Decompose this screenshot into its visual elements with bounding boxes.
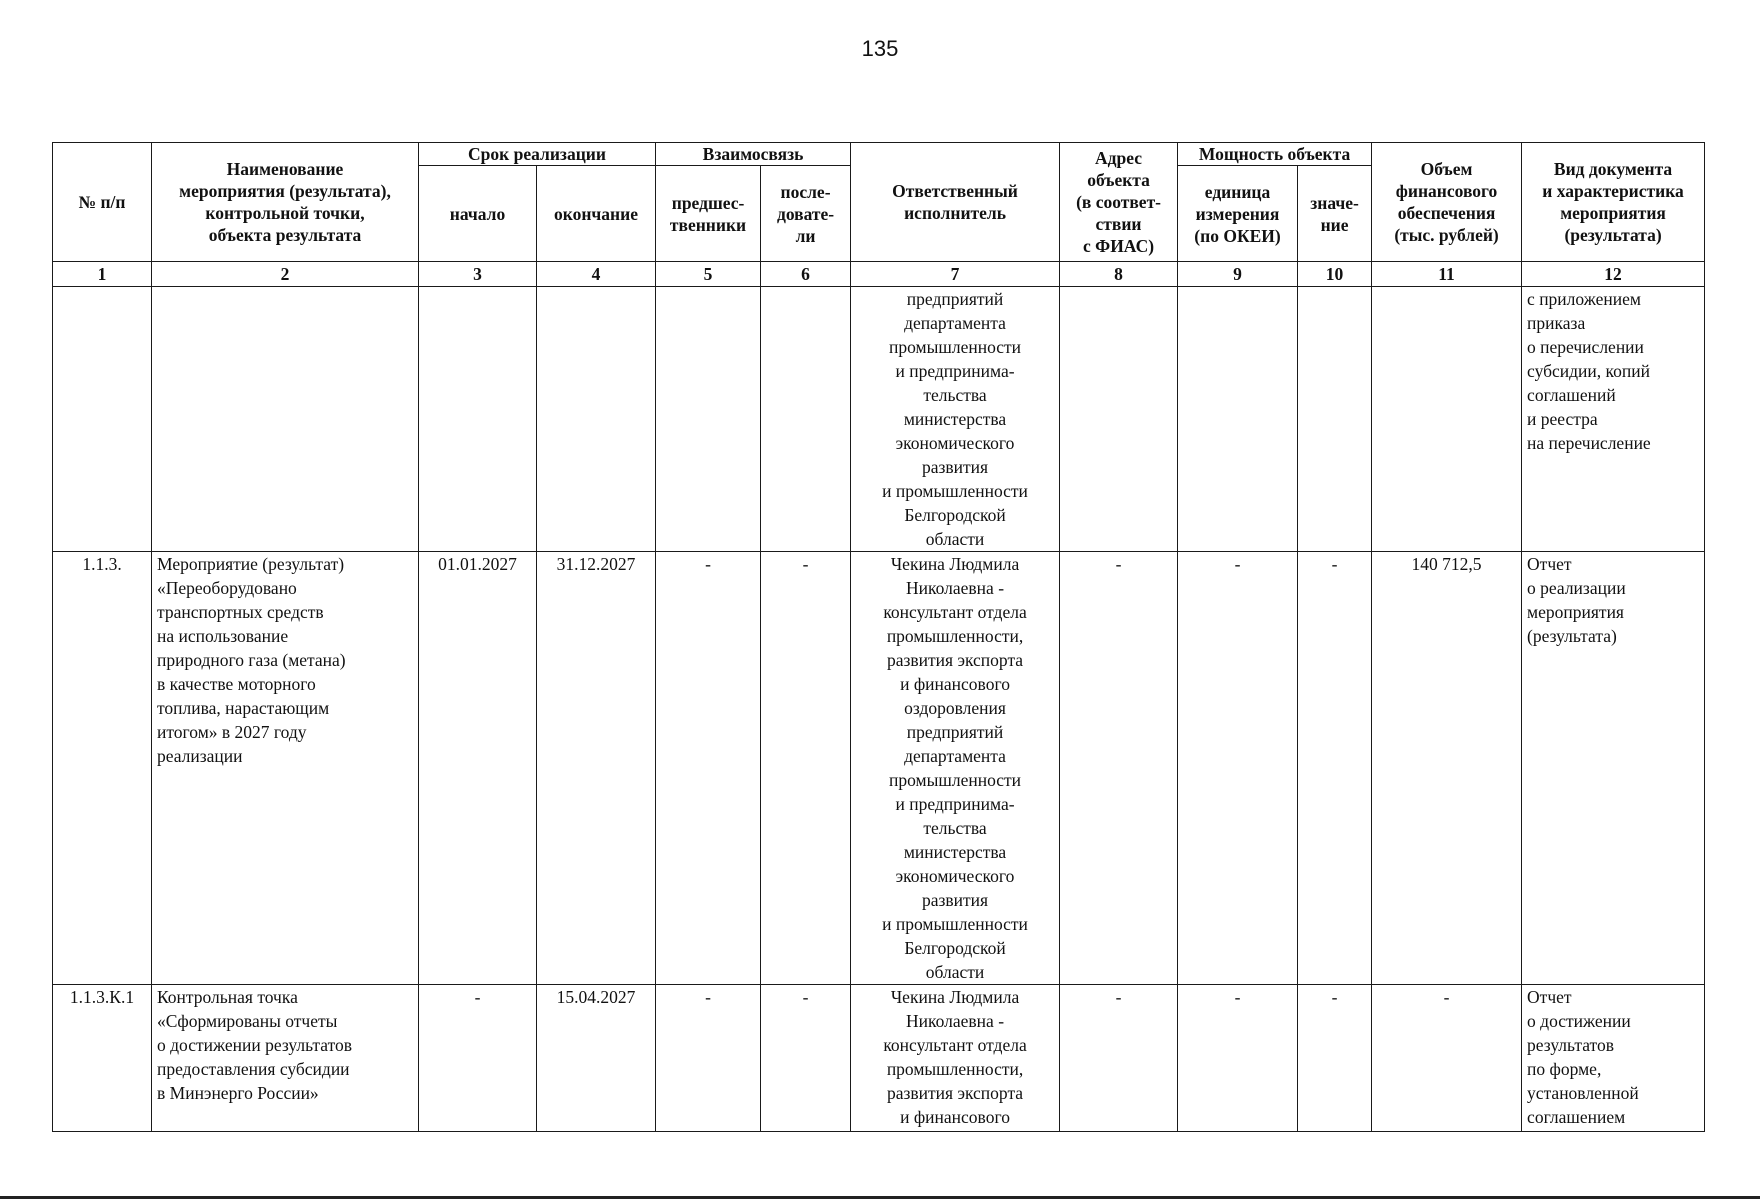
header-term-start: начало: [419, 166, 537, 262]
header-num: № п/п: [53, 143, 152, 262]
table-row: [53, 287, 1705, 552]
cell-unit: -: [1178, 985, 1298, 1132]
cell-value: -: [1298, 985, 1372, 1132]
cell-funding: [1372, 287, 1522, 552]
cell-doc: Отчет о реализации мероприятия (результата): [1522, 552, 1705, 985]
header-link-prev: предшес- твенники: [656, 166, 761, 262]
cell-end: 15.04.2027: [537, 985, 656, 1132]
column-number: 1: [53, 262, 152, 287]
column-number: 10: [1298, 262, 1372, 287]
cell-start: 01.01.2027: [419, 552, 537, 985]
cell-num: 1.1.3.: [53, 552, 152, 985]
cell-start: -: [419, 985, 537, 1132]
cell-name: Контрольная точка «Сформированы отчеты о достижении результатов предоставления субсидии в Минэнерго России»: [152, 985, 419, 1132]
header-responsible: Ответственный исполнитель: [851, 143, 1060, 262]
cell-doc: с приложением приказа о перечислении субсидии, копий соглашений и реестра на перечисление: [1522, 287, 1705, 552]
cell-end: [537, 287, 656, 552]
cell-address: -: [1060, 985, 1178, 1132]
cell-address: -: [1060, 552, 1178, 985]
column-number: 6: [761, 262, 851, 287]
cell-name: [152, 287, 419, 552]
cell-num: 1.1.3.К.1: [53, 985, 152, 1132]
page-number: 135: [861, 36, 899, 61]
measures-table: [52, 142, 1705, 1132]
column-number: 2: [152, 262, 419, 287]
header-term-end: окончание: [537, 166, 656, 262]
cell-prev: [656, 287, 761, 552]
column-number: 9: [1178, 262, 1298, 287]
header-capacity-group: Мощность объекта: [1178, 143, 1372, 166]
header-address: Адрес объекта (в соответ- ствии с ФИАС): [1060, 143, 1178, 262]
header-name: Наименование мероприятия (результата), контрольной точки, объекта результата: [152, 143, 419, 262]
cell-responsible: предприятий департамента промышленности и предпринима- тельства министерства экономического развития и промышленности Белгородской области: [851, 287, 1060, 552]
cell-value: [1298, 287, 1372, 552]
column-number: 12: [1522, 262, 1705, 287]
column-number: 5: [656, 262, 761, 287]
cell-responsible: Чекина Людмила Николаевна - консультант отдела промышленности, развития экспорта и финансового оздоровления предприятий департамента промышленности и предпринима- тельства министерства экономического развития и промышленности Белгородской области: [851, 552, 1060, 985]
table-row: [53, 552, 1705, 985]
cell-prev: -: [656, 552, 761, 985]
table-row: [53, 985, 1705, 1132]
header-link-next: после- довате- ли: [761, 166, 851, 262]
column-number: 8: [1060, 262, 1178, 287]
header-doc-type: Вид документа и характеристика мероприятия (результата): [1522, 143, 1705, 262]
cell-value: -: [1298, 552, 1372, 985]
cell-end: 31.12.2027: [537, 552, 656, 985]
cell-funding: -: [1372, 985, 1522, 1132]
page-bottom-rule: [0, 1196, 1760, 1199]
header-unit: единица измерения (по ОКЕИ): [1178, 166, 1298, 262]
cell-unit: [1178, 287, 1298, 552]
cell-prev: -: [656, 985, 761, 1132]
cell-funding: 140 712,5: [1372, 552, 1522, 985]
column-numbers-row: [53, 262, 1705, 287]
column-number: 3: [419, 262, 537, 287]
column-number: 7: [851, 262, 1060, 287]
cell-name: Мероприятие (результат) «Переоборудовано транспортных средств на использование природного газа (метана) в качестве моторного топлива, нарастающим итогом» в 2027 году реализации: [152, 552, 419, 985]
cell-next: -: [761, 985, 851, 1132]
cell-next: [761, 287, 851, 552]
header-funding: Объем финансового обеспечения (тыс. рублей): [1372, 143, 1522, 262]
cell-start: [419, 287, 537, 552]
cell-responsible: Чекина Людмила Николаевна - консультант отдела промышленности, развития экспорта и финансового: [851, 985, 1060, 1132]
column-number: 4: [537, 262, 656, 287]
header-link-group: Взаимосвязь: [656, 143, 851, 166]
cell-num: [53, 287, 152, 552]
header-value: значе- ние: [1298, 166, 1372, 262]
header-term-group: Срок реализации: [419, 143, 656, 166]
cell-address: [1060, 287, 1178, 552]
cell-next: -: [761, 552, 851, 985]
header-row-1: [53, 143, 1705, 166]
column-number: 11: [1372, 262, 1522, 287]
cell-doc: Отчет о достижении результатов по форме, установленной соглашением: [1522, 985, 1705, 1132]
cell-unit: -: [1178, 552, 1298, 985]
